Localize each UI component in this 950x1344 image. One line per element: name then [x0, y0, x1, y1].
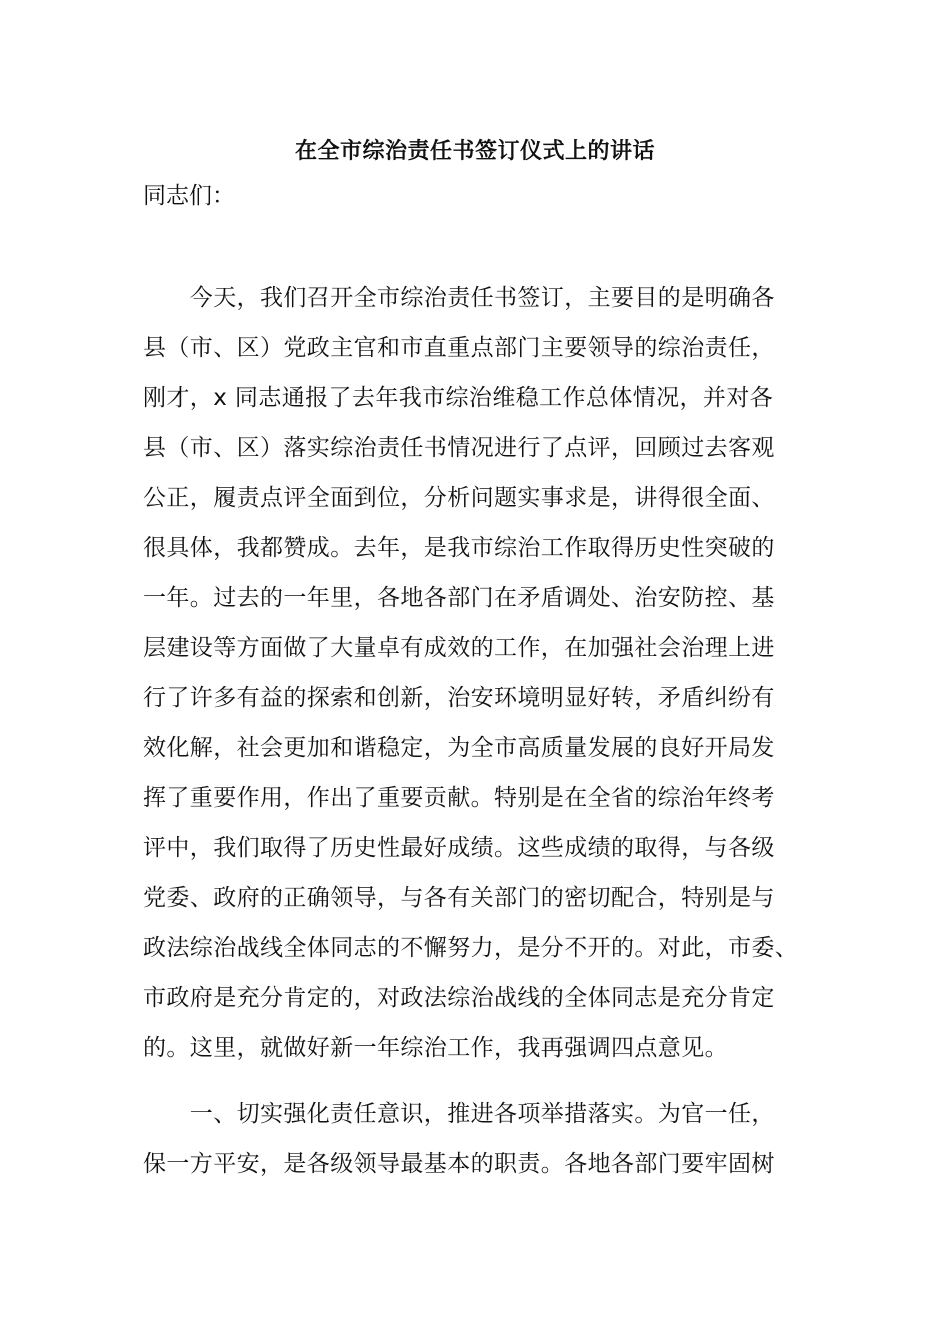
text-line: 行了许多有益的探索和创新，治安环境明显好转，矛盾纠纷有 [143, 685, 775, 711]
text-line: 很具体，我都赞成。去年，是我市综治工作取得历史性突破的 [143, 535, 775, 561]
text-line: 评中，我们取得了历史性最好成绩。这些成绩的取得，与各级 [143, 835, 775, 861]
text-line: 政法综治战线全体同志的不懈努力，是分不开的。对此，市委、 [143, 935, 799, 961]
text-line: 一、切实强化责任意识，推进各项举措落实。为官一任， [143, 1101, 775, 1127]
document-title: 在全市综治责任书签订仪式上的讲话 [294, 139, 655, 164]
text-line: 市政府是充分肯定的，对政法综治战线的全体同志是充分肯定 [143, 985, 775, 1011]
text-line: 保一方平安，是各级领导最基本的职责。各地各部门要牢固树 [143, 1151, 775, 1177]
text-line: 挥了重要作用，作出了重要贡献。特别是在全省的综治年终考 [143, 785, 775, 811]
text-line: 县（市、区）党政主官和市直重点部门主要领导的综治责任， [143, 335, 775, 361]
text-line: 今天，我们召开全市综治责任书签订，主要目的是明确各 [143, 285, 775, 311]
text-line: 一年。过去的一年里，各地各部门在矛盾调处、治安防控、基 [143, 585, 775, 611]
text-line: 刚才，x 同志通报了去年我市综治维稳工作总体情况，并对各 [143, 385, 774, 411]
text-line: 的。这里，就做好新一年综治工作，我再强调四点意见。 [143, 1035, 728, 1061]
text-line: 党委、政府的正确领导，与各有关部门的密切配合，特别是与 [143, 885, 775, 911]
text-line: 层建设等方面做了大量卓有成效的工作，在加强社会治理上进 [143, 635, 775, 661]
text-line: 公正，履责点评全面到位，分析问题实事求是，讲得很全面、 [143, 485, 775, 511]
text-line: 效化解，社会更加和谐稳定，为全市高质量发展的良好开局发 [143, 735, 775, 761]
paragraph-1 [143, 273, 803, 1073]
text-line: 县（市、区）落实综治责任书情况进行了点评，回顾过去客观 [143, 435, 775, 461]
salutation: 同志们： [143, 183, 235, 209]
paragraph-2 [143, 1089, 803, 1189]
